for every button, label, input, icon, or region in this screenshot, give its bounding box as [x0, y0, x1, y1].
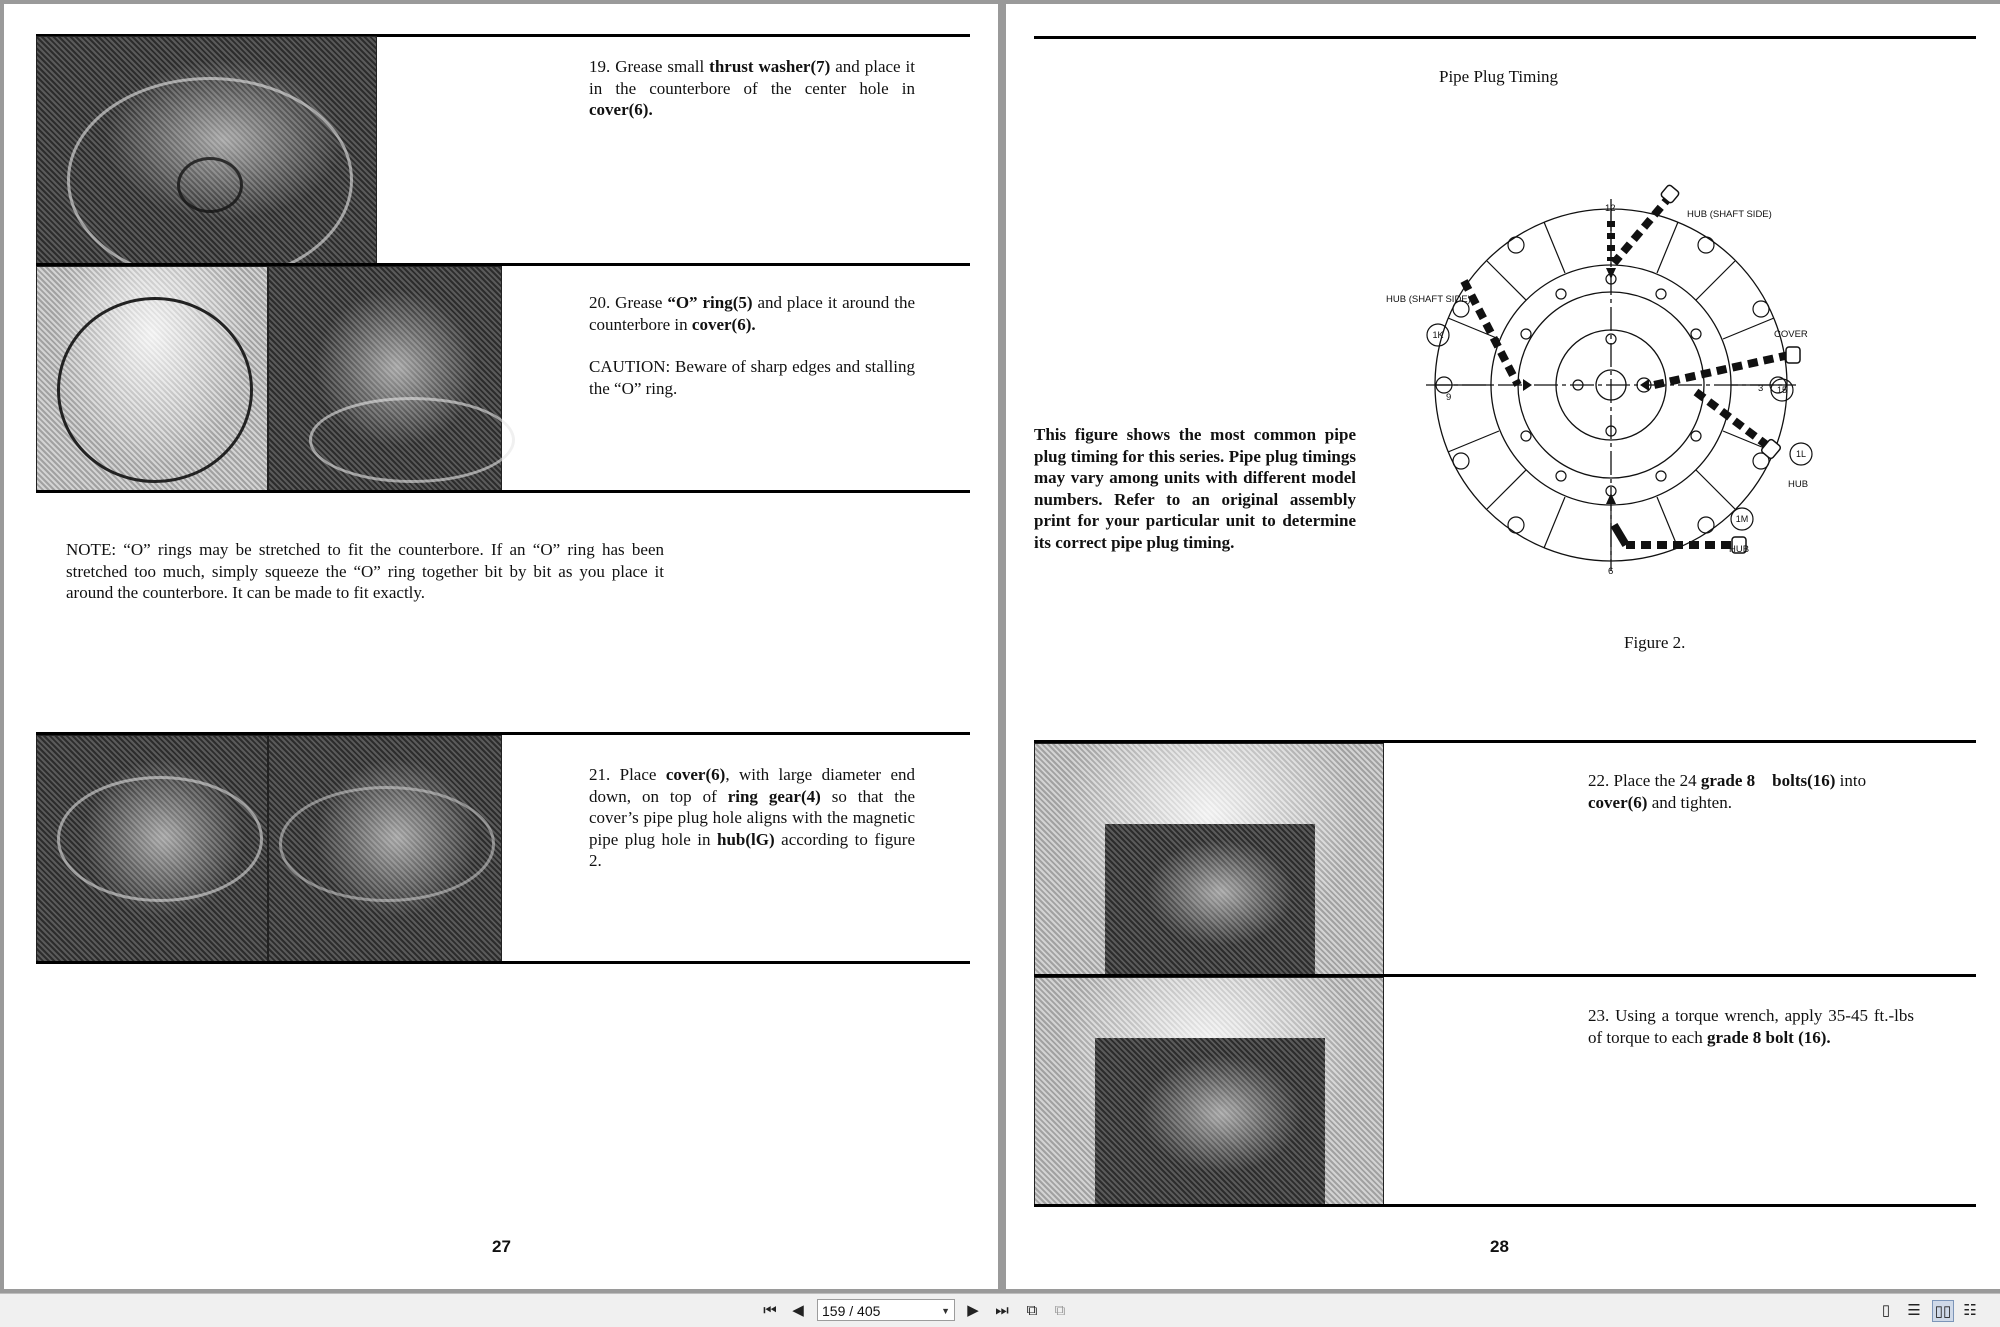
label-cover: COVER: [1774, 329, 1808, 340]
label-hub-shaft-side-left: HUB (SHAFT SIDE): [1386, 294, 1471, 305]
rule-after-20: [36, 490, 970, 493]
step-21-text: 21. Place cover(6), with large diameter end down, on top of ring gear(4) so that the cover’s pipe plug hole aligns with the magnetic pipe plug hole in hub(lG) according to figure 2.: [589, 765, 916, 870]
figure-caption: Figure 2.: [1624, 633, 1686, 652]
circle-label-15: 15: [1776, 385, 1788, 395]
label-hub-bottom: HUB: [1729, 544, 1750, 555]
photo-o-ring-install: [268, 266, 502, 492]
figure-title: Pipe Plug Timing: [1439, 67, 1559, 86]
top-rule: [1034, 36, 1976, 39]
step-22-text: 22. Place the 24 grade 8 bolts(16) into cover(6) and tighten.: [1588, 771, 1867, 812]
page-28: [1006, 4, 2000, 1289]
page-number: 28: [1490, 1237, 1509, 1256]
label-hub-shaft-side-top: HUB (SHAFT SIDE): [1687, 209, 1772, 220]
photo-place-cover-right: [268, 735, 502, 963]
clock-9: 9: [1446, 392, 1452, 403]
last-page-icon[interactable]: ⏭: [995, 1301, 1009, 1319]
page-27: [4, 4, 998, 1289]
first-page-icon[interactable]: ⏮: [763, 1301, 777, 1319]
step-20-text: 20. Grease “O” ring(5) and place it around the counterbore in cover(6). CAUTION: Beware of sharp edges and stalling the “O” ring.: [589, 293, 915, 398]
go-forward-view-icon[interactable]: ⧉: [1054, 1301, 1066, 1319]
figure-description: This figure shows the most common pipe plug timing for this series. Pipe plug timings may vary among units with different model numbers. Refer to an original assembly print for your particular unit to determine its correct pipe plug timing.: [1034, 425, 1356, 552]
step-19-text: 19. Grease small thrust washer(7) and place it in the counterbore of the center hole in cover(6).: [589, 57, 916, 119]
chevron-down-icon[interactable]: ▼: [941, 1306, 950, 1316]
circle-label-1k: 1K: [1432, 330, 1444, 340]
note-text: NOTE: “O” rings may be stretched to fit the counterbore. If an “O” ring has been stretched too much, simply squeeze the “O” ring together bit by bit as you place it around the counterbore. It can be made to fit exactly.: [66, 540, 664, 602]
pipe-plug-timing-diagram: [1386, 189, 1809, 589]
clock-3: 3: [1758, 383, 1764, 394]
facing-icon[interactable]: ▯▯: [1932, 1300, 1954, 1322]
continuous-icon[interactable]: ☰: [1907, 1302, 1921, 1319]
photo-torque-wrench: [1034, 977, 1384, 1207]
photo-place-cover-left: [36, 735, 268, 963]
step-23-text: 23. Using a torque wrench, apply 35-45 ft.-lbs of torque to each grade 8 bolt (16).: [1588, 1006, 1914, 1047]
rule-after-21: [36, 961, 970, 964]
clock-12: 12: [1605, 203, 1616, 214]
single-page-icon[interactable]: ▯: [1881, 1302, 1891, 1319]
circle-label-1l: 1L: [1795, 449, 1807, 459]
page-number-field[interactable]: 159 / 405 ▼: [817, 1299, 955, 1321]
circle-label-1m: 1M: [1735, 514, 1749, 524]
go-back-view-icon[interactable]: ⧉: [1026, 1301, 1038, 1319]
next-page-icon[interactable]: ▶: [967, 1302, 979, 1319]
previous-page-icon[interactable]: ◀: [792, 1302, 804, 1319]
clock-6: 6: [1608, 566, 1614, 577]
photo-bolts: [1034, 743, 1384, 977]
caution-text: CAUTION: Beware of sharp edges and stalling the “O” ring.: [589, 357, 915, 398]
photo-thrust-washer: [36, 36, 377, 266]
continuous-facing-icon[interactable]: ☷: [1963, 1302, 1977, 1319]
navigation-toolbar: [0, 1293, 2000, 1327]
photo-o-ring-hands: [36, 266, 268, 492]
label-hub-right: HUB: [1788, 479, 1809, 490]
page-number: 27: [492, 1237, 511, 1256]
rule-after-23: [1034, 1204, 1976, 1207]
